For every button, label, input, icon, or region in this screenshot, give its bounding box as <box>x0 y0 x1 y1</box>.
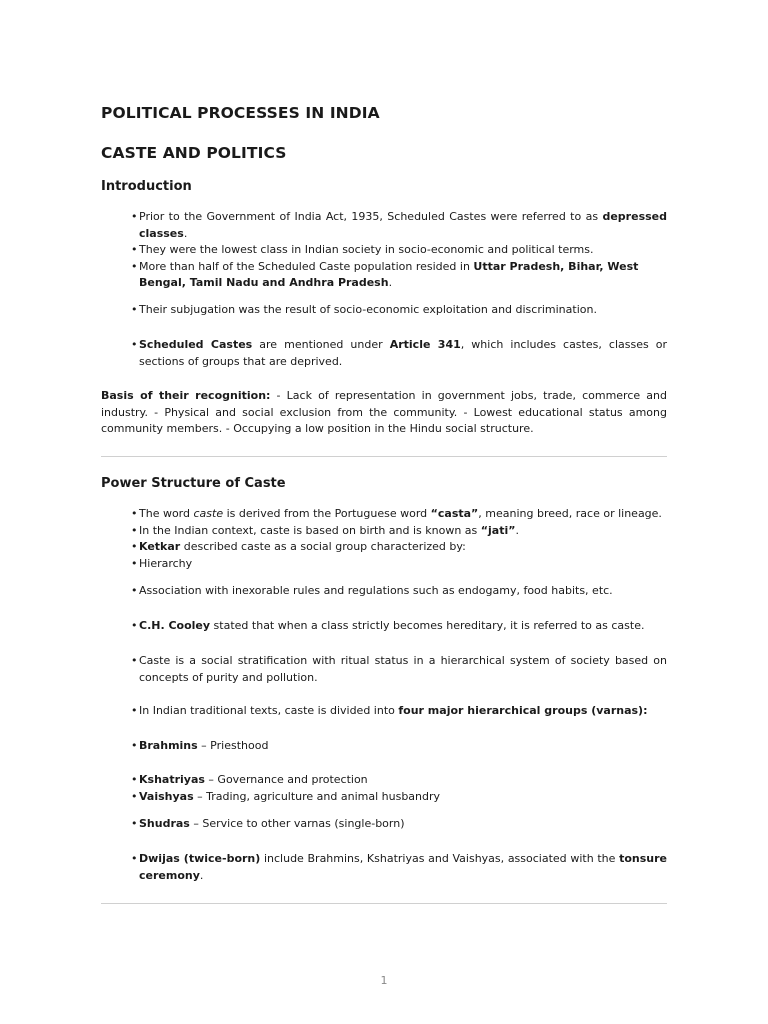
power-bullet-dwijas <box>131 851 667 884</box>
section-divider <box>101 456 667 457</box>
power-bullet-brahmins <box>131 738 667 755</box>
list-item: • Prior to the Government of India Act, 1935, Scheduled Castes were referred to as depressed classes. <box>131 209 667 242</box>
list-item: • In the Indian context, caste is based on birth and is known as “jati”. <box>131 523 667 540</box>
list-item: • Dwijas (twice-born) include Brahmins, Kshatriyas and Vaishyas, associated with the tonsure ceremony. <box>131 851 667 884</box>
list-item: • Vaishyas – Trading, agriculture and animal husbandry <box>131 789 667 806</box>
list-item: • Brahmins – Priesthood <box>131 738 667 755</box>
list-item: • The word caste is derived from the Portuguese word “casta”, meaning breed, race or lineage. <box>131 506 667 523</box>
power-bullet-association <box>131 583 667 600</box>
list-item: • Shudras – Service to other varnas (single-born) <box>131 816 667 833</box>
list-item: • Scheduled Castes are mentioned under Article 341, which includes castes, classes or sections of groups that are deprived. <box>131 337 667 370</box>
basis-of-recognition-paragraph: Basis of their recognition: - Lack of representation in government jobs, trade, commerce and industry. - Physical and social exclusion from the community. - Lowest educational status among community members. - Occupying a low position in the Hindu social structure. <box>101 389 667 435</box>
list-item: • Association with inexorable rules and regulations such as endogamy, food habits, etc. <box>131 583 667 600</box>
list-item: • Hierarchy <box>131 556 667 573</box>
list-item: • Caste is a social stratification with ritual status in a hierarchical system of society based on concepts of purity and pollution. <box>131 653 667 686</box>
list-item: • C.H. Cooley stated that when a class strictly becomes hereditary, it is referred to as caste. <box>131 618 667 635</box>
power-bullet-varnas <box>131 703 667 720</box>
list-item: • In Indian traditional texts, caste is divided into four major hierarchical groups (varnas): <box>131 703 667 720</box>
power-bullet-list <box>131 506 667 572</box>
power-bullet-cooley <box>131 618 667 635</box>
document-title: POLITICAL PROCESSES IN INDIA <box>101 104 380 122</box>
intro-bullet-subjugation <box>131 302 667 319</box>
intro-bullet-list <box>131 209 667 292</box>
section-heading-power-structure: Power Structure of Caste <box>101 476 286 491</box>
list-item: • Kshatriyas – Governance and protection <box>131 772 667 789</box>
power-bullet-kshatriyas-vaishyas <box>131 772 667 805</box>
power-bullet-stratification <box>131 653 667 686</box>
power-bullet-shudras <box>131 816 667 833</box>
list-item: • Ketkar described caste as a social group characterized by: <box>131 539 667 556</box>
document-subtitle: CASTE AND POLITICS <box>101 144 287 162</box>
list-item: • Their subjugation was the result of socio-economic exploitation and discrimination. <box>131 302 667 319</box>
section-heading-introduction: Introduction <box>101 179 192 194</box>
page-number: 1 <box>380 974 388 987</box>
list-item: • They were the lowest class in Indian society in socio-economic and political terms. <box>131 242 667 259</box>
list-item: • More than half of the Scheduled Caste population resided in Uttar Pradesh, Bihar, West Bengal, Tamil Nadu and Andhra Pradesh. <box>131 259 667 292</box>
section-divider <box>101 903 667 904</box>
intro-bullet-scheduled-castes <box>131 337 667 370</box>
